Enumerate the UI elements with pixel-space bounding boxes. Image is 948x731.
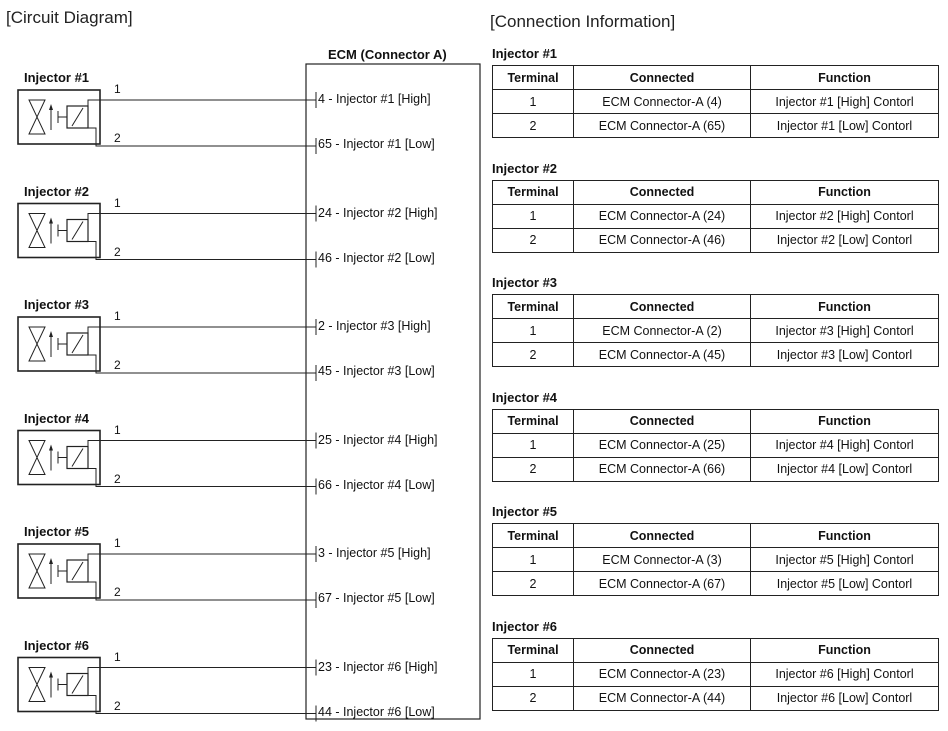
ecm-pin-high: 23 - Injector #6 [High]	[318, 659, 438, 674]
terminal-cell: 1	[493, 433, 574, 457]
injector-label: Injector #1	[24, 70, 90, 85]
ecm-pin-high: 4 - Injector #1 [High]	[318, 92, 431, 106]
terminal-cell: 2	[493, 114, 574, 138]
table-header-row	[493, 66, 939, 90]
injector-label: Injector #6	[24, 637, 90, 653]
ecm-pin-high: 24 - Injector #2 [High]	[318, 205, 438, 220]
terminal-cell: 1	[493, 548, 574, 572]
connection-table-heading: Injector #5	[492, 504, 558, 519]
terminal-header: Terminal	[493, 180, 574, 204]
function-header: Function	[750, 638, 938, 662]
circuit-diagram-title: [Circuit Diagram]	[6, 8, 133, 27]
function-cell: Injector #3 [Low] Contorl	[750, 343, 938, 367]
injector-label: Injector #3	[24, 297, 90, 312]
connection-table-block	[492, 619, 939, 711]
connected-cell: ECM Connector-A (3)	[574, 548, 751, 572]
connected-header: Connected	[574, 524, 751, 548]
injector-symbol	[18, 317, 316, 381]
connection-table-block	[492, 161, 939, 253]
pin-1-label: 1	[114, 309, 121, 323]
terminal-cell: 2	[493, 686, 574, 710]
table-header-row	[493, 524, 939, 548]
terminal-header: Terminal	[493, 295, 574, 319]
table-header-row	[493, 295, 939, 319]
function-cell: Injector #5 [Low] Contorl	[750, 572, 938, 596]
connected-cell: ECM Connector-A (25)	[574, 433, 751, 457]
table-row	[493, 433, 939, 457]
ecm-pin-low: 65 - Injector #1 [Low]	[318, 137, 435, 151]
terminal-cell: 2	[493, 457, 574, 481]
pin-1-label: 1	[114, 422, 121, 437]
function-cell: Injector #3 [High] Contorl	[750, 319, 938, 343]
table-header-row	[493, 180, 939, 204]
terminal-cell: 1	[493, 319, 574, 343]
table-row	[493, 228, 939, 252]
function-cell: Injector #6 [Low] Contorl	[750, 686, 938, 710]
terminal-cell: 1	[493, 90, 574, 114]
connected-header: Connected	[574, 295, 751, 319]
ecm-pin-low: 45 - Injector #3 [Low]	[318, 364, 435, 378]
connected-cell: ECM Connector-A (65)	[574, 114, 751, 138]
connection-table-heading: Injector #6	[492, 618, 558, 634]
connected-cell: ECM Connector-A (44)	[574, 686, 751, 710]
connection-table-block	[492, 46, 939, 138]
ecm-pin-low: 44 - Injector #6 [Low]	[318, 704, 435, 719]
pin-2-label: 2	[114, 131, 121, 145]
function-cell: Injector #2 [Low] Contorl	[750, 228, 938, 252]
ecm-pin-high: 25 - Injector #4 [High]	[318, 432, 438, 447]
injector-symbol	[18, 658, 316, 722]
terminal-header: Terminal	[493, 409, 574, 433]
connected-header: Connected	[574, 180, 751, 204]
connection-table-heading: Injector #3	[492, 275, 558, 290]
terminal-cell: 2	[493, 343, 574, 367]
pin-1-label: 1	[114, 195, 121, 210]
function-header: Function	[750, 180, 938, 204]
function-cell: Injector #1 [Low] Contorl	[750, 114, 938, 138]
ecm-title: ECM (Connector A)	[328, 47, 447, 62]
connection-table	[492, 65, 939, 138]
table-header-row	[493, 638, 939, 662]
connected-cell: ECM Connector-A (23)	[574, 662, 751, 686]
function-header: Function	[750, 66, 938, 90]
table-row	[493, 114, 939, 138]
function-cell: Injector #1 [High] Contorl	[750, 90, 938, 114]
connection-table-block	[492, 390, 939, 482]
function-cell: Injector #5 [High] Contorl	[750, 548, 938, 572]
injector-symbol	[18, 90, 316, 154]
function-header: Function	[750, 409, 938, 433]
ecm-pin-high: 2 - Injector #3 [High]	[318, 319, 431, 333]
connected-header: Connected	[574, 638, 751, 662]
connection-table-heading: Injector #2	[492, 160, 558, 176]
ecm-pin-high: 3 - Injector #5 [High]	[318, 546, 431, 560]
pin-1-label: 1	[114, 649, 121, 664]
table-row	[493, 572, 939, 596]
connected-header: Connected	[574, 66, 751, 90]
ecm-pin-low: 46 - Injector #2 [Low]	[318, 250, 435, 265]
function-cell: Injector #4 [High] Contorl	[750, 433, 938, 457]
pin-2-label: 2	[114, 585, 121, 599]
injector-label: Injector #5	[24, 524, 90, 539]
connected-cell: ECM Connector-A (45)	[574, 343, 751, 367]
terminal-header: Terminal	[493, 638, 574, 662]
terminal-cell: 2	[493, 572, 574, 596]
table-header-row	[493, 409, 939, 433]
function-cell: Injector #2 [High] Contorl	[750, 204, 938, 228]
table-row	[493, 548, 939, 572]
table-row	[493, 662, 939, 686]
ecm-pin-low: 66 - Injector #4 [Low]	[318, 477, 435, 492]
pin-1-label: 1	[114, 82, 121, 96]
terminal-cell: 1	[493, 662, 574, 686]
table-row	[493, 343, 939, 367]
connection-table	[492, 409, 939, 482]
connection-table-block	[492, 275, 939, 367]
injector-symbol	[18, 431, 316, 495]
function-cell: Injector #6 [High] Contorl	[750, 662, 938, 686]
terminal-header: Terminal	[493, 524, 574, 548]
pin-2-label: 2	[114, 358, 121, 372]
pin-2-label: 2	[114, 698, 121, 713]
pin-2-label: 2	[114, 471, 121, 486]
table-row	[493, 319, 939, 343]
connection-table	[492, 523, 939, 596]
injector-label: Injector #2	[24, 183, 90, 199]
connection-information-title: [Connection Information]	[490, 12, 676, 31]
connection-table	[492, 180, 939, 253]
connected-cell: ECM Connector-A (46)	[574, 228, 751, 252]
terminal-header: Terminal	[493, 66, 574, 90]
connection-table-block	[492, 504, 939, 596]
connection-table	[492, 638, 939, 711]
table-row	[493, 90, 939, 114]
function-header: Function	[750, 295, 938, 319]
connected-header: Connected	[574, 409, 751, 433]
pin-2-label: 2	[114, 244, 121, 259]
ecm-pin-low: 67 - Injector #5 [Low]	[318, 591, 435, 605]
connection-table-heading: Injector #1	[492, 46, 558, 61]
injector-symbol	[18, 204, 316, 268]
connected-cell: ECM Connector-A (66)	[574, 457, 751, 481]
ecm-connector-box	[306, 64, 480, 719]
terminal-cell: 2	[493, 228, 574, 252]
connected-cell: ECM Connector-A (67)	[574, 572, 751, 596]
connected-cell: ECM Connector-A (2)	[574, 319, 751, 343]
function-cell: Injector #4 [Low] Contorl	[750, 457, 938, 481]
table-row	[493, 204, 939, 228]
pin-1-label: 1	[114, 536, 121, 550]
connected-cell: ECM Connector-A (24)	[574, 204, 751, 228]
injector-symbol	[18, 544, 316, 608]
connection-table-heading: Injector #4	[492, 389, 558, 405]
table-row	[493, 457, 939, 481]
injector-label: Injector #4	[24, 410, 90, 426]
connected-cell: ECM Connector-A (4)	[574, 90, 751, 114]
function-header: Function	[750, 524, 938, 548]
terminal-cell: 1	[493, 204, 574, 228]
table-row	[493, 686, 939, 710]
connection-table	[492, 294, 939, 367]
